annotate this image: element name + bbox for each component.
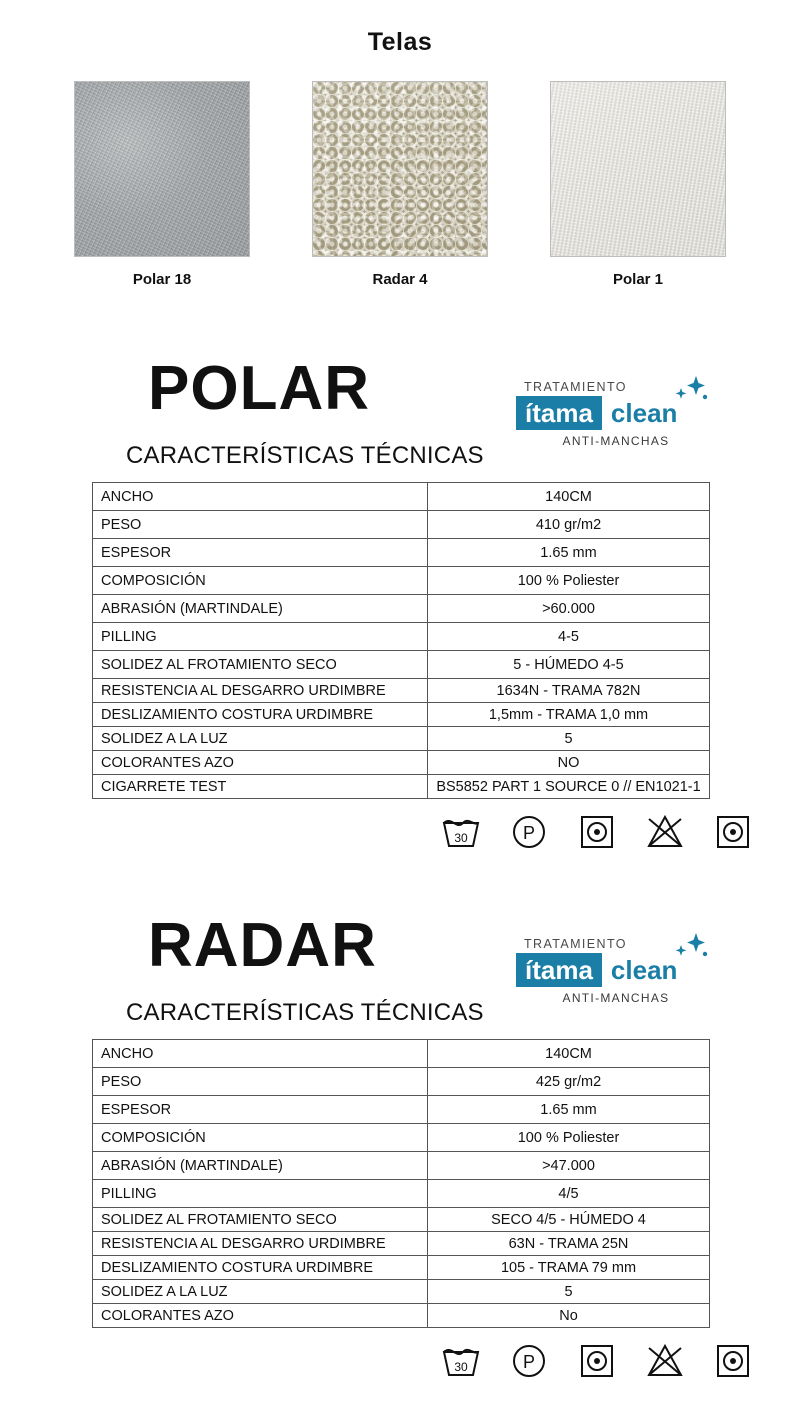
spec-value: 1,5mm - TRAMA 1,0 mm [428,703,710,727]
spec-value: No [428,1304,710,1328]
spec-key: DESLIZAMIENTO COSTURA URDIMBRE [93,703,428,727]
spec-key: PILLING [93,1180,428,1208]
table-row [93,1256,710,1280]
spec-value: 4-5 [428,623,710,651]
spec-key: CIGARRETE TEST [93,775,428,799]
tumble-dry-low-icon [576,813,618,851]
swatch-cell [312,81,488,288]
itama-clean-logo [516,937,716,1005]
do-not-bleach-icon [644,1342,686,1380]
spec-key: PESO [93,1068,428,1096]
product-block-polar [0,354,800,851]
page-title: Telas [367,28,433,56]
itama-tratamiento-label: TRATAMIENTO [524,380,627,394]
itama-word: ítama [516,953,602,987]
spec-value: 1634N - TRAMA 782N [428,679,710,703]
fabric-swatch-icon [74,81,250,257]
spec-value: 140CM [428,1040,710,1068]
swatch-label: Radar 4 [372,271,428,288]
itama-word: ítama [516,396,602,430]
spec-value: 140CM [428,483,710,511]
itama-tratamiento-label: TRATAMIENTO [524,937,627,951]
spec-value: 1.65 mm [428,1096,710,1124]
svg-text:P: P [522,1352,536,1372]
spec-key: SOLIDEZ AL FROTAMIENTO SECO [93,651,428,679]
clean-word: clean [610,398,678,428]
table-row [93,1068,710,1096]
table-row [93,483,710,511]
dry-clean-p-icon [508,1342,550,1380]
fabric-swatch-icon [312,81,488,257]
product-block-radar [0,911,800,1380]
do-not-bleach-icon [644,813,686,851]
spec-table-radar [92,1039,710,1328]
table-row [93,511,710,539]
spec-key: SOLIDEZ A LA LUZ [93,1280,428,1304]
spec-value: 63N - TRAMA 25N [428,1232,710,1256]
swatch-label: Polar 18 [132,271,192,288]
spec-key: SOLIDEZ AL FROTAMIENTO SECO [93,1208,428,1232]
fabric-swatch-row [0,81,800,288]
spec-value: >60.000 [428,595,710,623]
svg-text:30: 30 [454,831,468,845]
table-row [93,751,710,775]
spec-key: DESLIZAMIENTO COSTURA URDIMBRE [93,1256,428,1280]
spec-key: ESPESOR [93,539,428,567]
spec-table-polar [92,482,710,799]
spec-key: COMPOSICIÓN [93,567,428,595]
spec-key: ESPESOR [93,1096,428,1124]
itama-clean-logo [516,380,716,448]
table-row [93,539,710,567]
product-subtitle: CARACTERÍSTICAS TÉCNICAS [126,999,484,1026]
table-row [93,595,710,623]
clean-word: clean [610,955,678,985]
spec-value: 5 [428,1280,710,1304]
table-row [93,727,710,751]
table-row [93,775,710,799]
spec-key: ABRASIÓN (MARTINDALE) [93,1152,428,1180]
sparkle-icon [668,931,710,965]
table-row [93,1232,710,1256]
spec-key: RESISTENCIA AL DESGARRO URDIMBRE [93,679,428,703]
swatch-cell [74,81,250,288]
table-row [93,1124,710,1152]
table-row [93,1152,710,1180]
spec-value: 425 gr/m2 [428,1068,710,1096]
fabric-swatch-icon [550,81,726,257]
spec-value: BS5852 PART 1 SOURCE 0 // EN1021-1 [428,775,710,799]
product-name: POLAR [148,354,370,423]
table-row [93,1304,710,1328]
table-row [93,567,710,595]
spec-value: >47.000 [428,1152,710,1180]
spec-key: ABRASIÓN (MARTINDALE) [93,595,428,623]
spec-key: COMPOSICIÓN [93,1124,428,1152]
care-icons-row-polar [440,813,800,851]
spec-value: 5 - HÚMEDO 4-5 [428,651,710,679]
table-row [93,1180,710,1208]
swatch-label: Polar 1 [612,271,664,288]
spec-value: 410 gr/m2 [428,511,710,539]
iron-low-icon [712,813,754,851]
spec-value: NO [428,751,710,775]
spec-value: 100 % Poliester [428,1124,710,1152]
tumble-dry-low-icon [576,1342,618,1380]
table-row [93,679,710,703]
spec-key: SOLIDEZ A LA LUZ [93,727,428,751]
wash-30-icon [440,813,482,851]
spec-key: RESISTENCIA AL DESGARRO URDIMBRE [93,1232,428,1256]
spec-key: ANCHO [93,1040,428,1068]
table-row [93,1208,710,1232]
table-row [93,623,710,651]
spec-key: COLORANTES AZO [93,1304,428,1328]
table-row [93,1096,710,1124]
swatch-cell [550,81,726,288]
product-subtitle: CARACTERÍSTICAS TÉCNICAS [126,442,484,469]
table-row [93,651,710,679]
spec-key: PILLING [93,623,428,651]
product-name: RADAR [148,911,377,980]
itama-antimanchas-label: ANTI-MANCHAS [562,991,670,1005]
svg-text:P: P [522,823,536,843]
table-row [93,703,710,727]
spec-value: 100 % Poliester [428,567,710,595]
wash-30-icon [440,1342,482,1380]
dry-clean-p-icon [508,813,550,851]
spec-key: PESO [93,511,428,539]
svg-text:30: 30 [454,1360,468,1374]
table-row [93,1040,710,1068]
sparkle-icon [668,374,710,408]
spec-value: 1.65 mm [428,539,710,567]
spec-value: 105 - TRAMA 79 mm [428,1256,710,1280]
spec-key: COLORANTES AZO [93,751,428,775]
table-row [93,1280,710,1304]
iron-low-icon [712,1342,754,1380]
itama-antimanchas-label: ANTI-MANCHAS [562,434,670,448]
spec-value: 5 [428,727,710,751]
care-icons-row-radar [440,1342,800,1380]
spec-value: 4/5 [428,1180,710,1208]
spec-key: ANCHO [93,483,428,511]
spec-value: SECO 4/5 - HÚMEDO 4 [428,1208,710,1232]
